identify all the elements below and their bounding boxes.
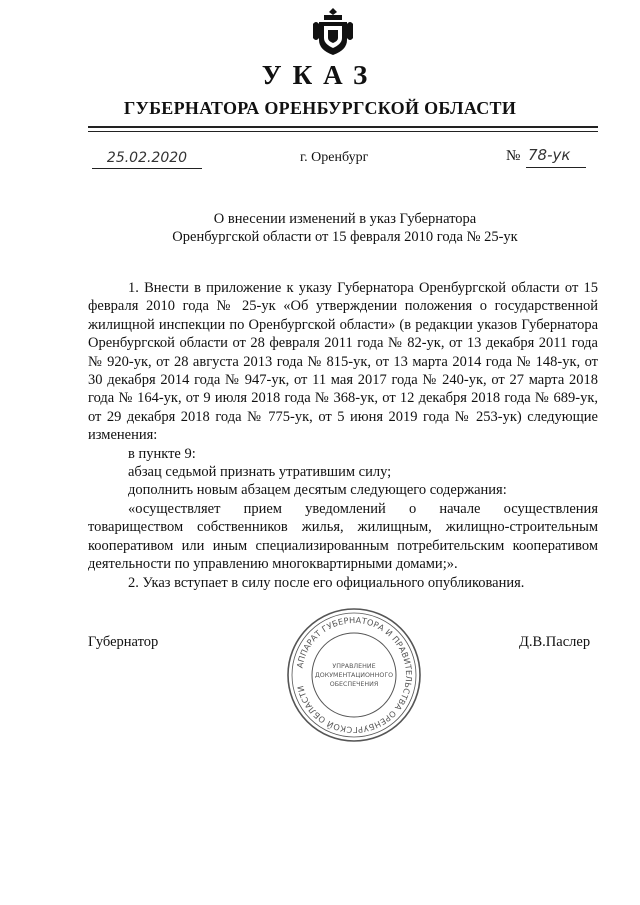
decree-subject <box>130 210 560 246</box>
official-stamp <box>284 605 424 745</box>
paragraph-6: 2. Указ вступает в силу после его официального опубликования. <box>128 574 525 591</box>
paragraph-3: абзац седьмой признать утратившим силу; <box>128 464 392 481</box>
decree-title: УКАЗ <box>261 60 379 90</box>
svg-text:ОБЕСПЕЧЕНИЯ: ОБЕСПЕЧЕНИЯ <box>329 681 379 688</box>
issue-city: г. Оренбург <box>300 150 369 165</box>
number-underline <box>526 167 586 168</box>
number-sign: № <box>506 148 521 164</box>
decree-date: 25.02.2020 <box>106 150 188 166</box>
subject-line-1: О внесении изменений в указ Губернатора <box>213 211 477 227</box>
svg-text:УПРАВЛЕНИЕ: УПРАВЛЕНИЕ <box>332 663 376 670</box>
decree-body <box>88 279 598 592</box>
signatory-name: Д.В.Паслер <box>519 634 591 650</box>
decree-number: 78-ук <box>528 146 571 164</box>
paragraph-4: дополнить новым абзацем десятым следующего содержания: <box>128 482 507 499</box>
paragraph-5: «осуществляет прием уведомлений о начале осуществления товариществом собственников жилья, жилищным, жилищно-строительным кооперативом или иным специализированным потребительским кооперативом деятельности по управлению многоквартирными домами;». <box>88 500 598 573</box>
header-rule-thin <box>88 131 598 132</box>
svg-text:ДОКУМЕНТАЦИОННОГО: ДОКУМЕНТАЦИОННОГО <box>314 672 394 679</box>
paragraph-2: в пункте 9: <box>128 445 196 462</box>
signatory-position: Губернатор <box>88 634 159 650</box>
decree-issuer: ГУБЕРНАТОРА ОРЕНБУРГСКОЙ ОБЛАСТИ <box>123 98 517 118</box>
subject-line-2: Оренбургской области от 15 февраля 2010 года № 25-ук <box>172 229 518 245</box>
header-rule-thick <box>88 126 598 128</box>
date-underline <box>92 168 202 169</box>
paragraph-1: 1. Внести в приложение к указу Губернатора Оренбургской области от 15 февраля 2010 года № 25-ук «Об утверждении положения о государственной жилищной инспекции по Оренбургской области» (в редакции указов Губернатора Оренбургской области от 28 февраля 2011 года № 82-ук, от 13 декабря 2011 года № 920-ук, от 28 августа 2013 года № 815-ук, от 13 марта 2014 года № 148-ук, от 30 декабря 2014 года № 947-ук, от 11 мая 2017 года № 240-ук, от 27 марта 2018 года № 164-ук, от 9 июля 2018 года № 368-ук, от 12 декабря 2018 года № 689-ук, от 29 декабря 2018 года № 775-ук, от 5 июня 2019 года № 253-ук) следующие изменения: <box>88 280 598 444</box>
coat-of-arms-icon <box>310 6 356 58</box>
svg-text:АППАРАТ ГУБЕРНАТОРА И ПРАВИТЕЛ: АППАРАТ ГУБЕРНАТОРА И ПРАВИТЕЛЬСТВА ОРЕНБУРГСКОЙ ОБЛАСТИ <box>294 614 415 736</box>
